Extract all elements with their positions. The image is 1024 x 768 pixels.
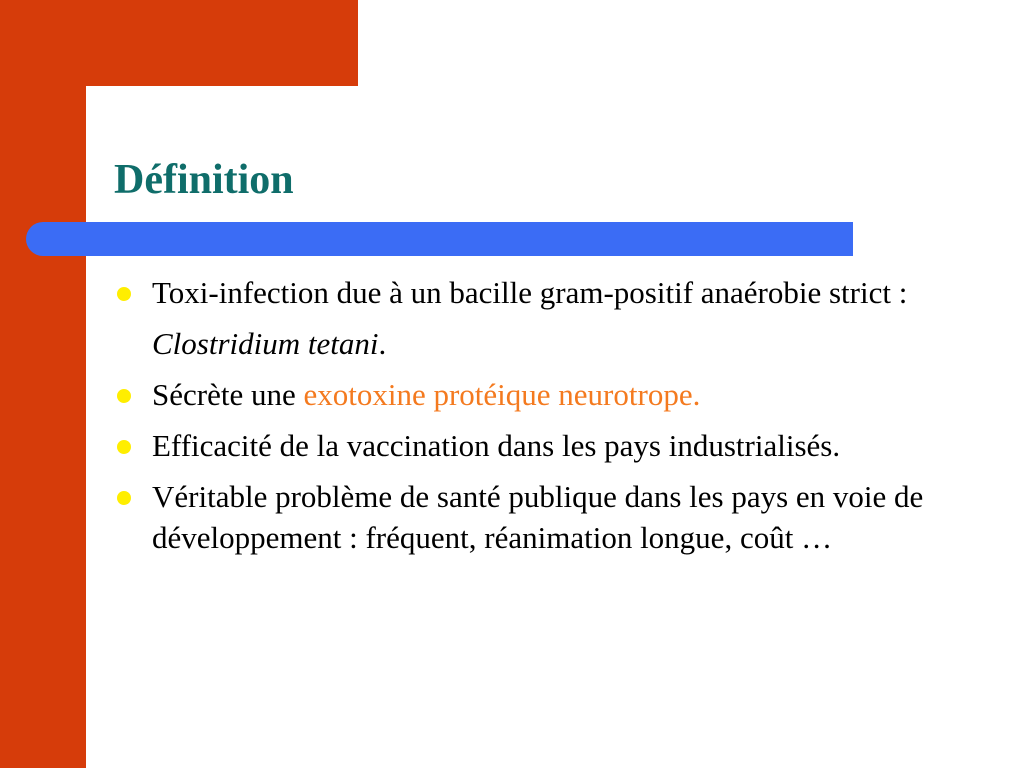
bullet-subline xyxy=(152,323,992,364)
bullet-dot-icon xyxy=(117,287,131,301)
bullet-item xyxy=(112,374,992,415)
bullet-item xyxy=(112,476,992,558)
bullet-list xyxy=(112,272,992,568)
decorative-orange-left-bar xyxy=(0,0,86,768)
bullet-dot-icon xyxy=(117,440,131,454)
highlighted-text: exotoxine protéique neurotrope. xyxy=(303,377,701,412)
bullet-dot-icon xyxy=(117,389,131,403)
bullet-dot-icon xyxy=(117,491,131,505)
slide-title: Définition xyxy=(114,157,294,203)
bullet-text: Sécrète une xyxy=(152,377,304,412)
decorative-blue-bar xyxy=(26,222,853,256)
organism-name: Clostridium tetani xyxy=(152,326,379,361)
bullet-item xyxy=(112,425,992,466)
subline-punctuation: . xyxy=(378,326,387,361)
bullet-text: Véritable problème de santé publique dans les pays en voie de développement : fréquent, réanimation longue, coût … xyxy=(152,479,924,555)
bullet-text: Efficacité de la vaccination dans les pays industrialisés. xyxy=(152,428,841,463)
bullet-item xyxy=(112,272,992,364)
decorative-orange-top-block xyxy=(0,0,358,86)
bullet-text: Toxi-infection due à un bacille gram-positif anaérobie strict : xyxy=(152,275,908,310)
